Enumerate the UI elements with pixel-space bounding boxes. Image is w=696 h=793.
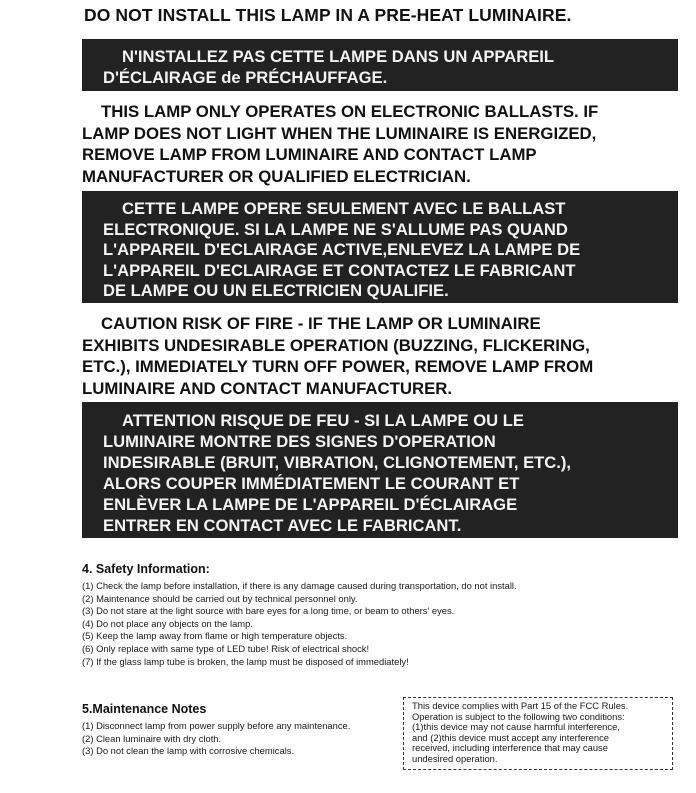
fcc-compliance-notice (403, 697, 673, 770)
fcc-line: and (2)this device must accept any interference (412, 731, 609, 743)
list-item: (2) Maintenance should be carried out by technical personnel only. (82, 592, 358, 604)
warning-line: LAMP DOES NOT LIGHT WHEN THE LUMINAIRE IS ENERGIZED, (82, 123, 597, 143)
list-item: (6) Only replace with same type of LED tube! Risk of electrical shock! (82, 642, 370, 654)
warning-line: ENLÈVER LA LAMPE DE L'APPAREIL D'ÉCLAIRAGE (103, 495, 518, 514)
warning-line: ATTENTION RISQUE DE FEU - SI LA LAMPE OU LE (122, 411, 524, 430)
french-fire-risk-warning-box (82, 402, 678, 538)
warning-line: MANUFACTURER OR QUALIFIED ELECTRICIAN. (82, 166, 471, 186)
warning-line: EXHIBITS UNDESIRABLE OPERATION (BUZZING, FLICKERING, (82, 335, 590, 355)
warning-line: LUMINAIRE AND CONTACT MANUFACTURER. (82, 378, 453, 398)
warning-line: DE LAMPE OU UN ELECTRICIEN QUALIFIE. (103, 281, 449, 301)
list-item: (1) Check the lamp before installation, if there is any damage caused during transportation, do not install. (82, 580, 517, 591)
warning-line: INDESIRABLE (BRUIT, VIBRATION, CLIGNOTEMENT, ETC.), (103, 453, 572, 472)
warning-line: ALORS COUPER IMMÉDIATEMENT LE COURANT ET (103, 474, 520, 493)
french-ballast-warning-box (82, 191, 678, 303)
fire-risk-warning (82, 313, 593, 399)
safety-information-list (82, 580, 517, 668)
maintenance-notes-heading: 5.Maintenance Notes (82, 702, 207, 716)
fcc-line: (1)this device may not cause harmful interference, (412, 721, 620, 732)
warning-line: THIS LAMP ONLY OPERATES ON ELECTRONIC BALLASTS. IF (101, 102, 599, 121)
warning-line: LUMINAIRE MONTRE DES SIGNES D'OPERATION (103, 432, 496, 451)
fcc-line: received, including interference that may cause (412, 742, 608, 753)
list-item: (2) Clean luminaire with dry cloth. (82, 732, 222, 744)
fcc-line: Operation is subject to the following two conditions: (412, 710, 625, 722)
warning-line: L'APPAREIL D'ECLAIRAGE ACTIVE,ENLEVEZ LA LAMPE DE (103, 240, 581, 260)
warning-line: CAUTION RISK OF FIRE - IF THE LAMP OR LUMINAIRE (101, 314, 541, 333)
maintenance-notes-list (82, 720, 350, 758)
safety-information-heading: 4. Safety Information: (82, 562, 210, 576)
electronic-ballast-warning (82, 101, 598, 187)
warning-line: CETTE LAMPE OPERE SEULEMENT AVEC LE BALLAST (122, 199, 566, 218)
fcc-line: undesired operation. (412, 752, 498, 764)
french-preheat-warning-box (82, 39, 678, 91)
warning-line: ETC.), IMMEDIATELY TURN OFF POWER, REMOVE LAMP FROM (82, 357, 594, 376)
list-item: (3) Do not stare at the light source with bare eyes for a long time, or beam to others' eyes. (82, 605, 455, 617)
list-item: (3) Do not clean the lamp with corrosive chemicals. (82, 745, 295, 757)
fcc-line: This device complies with Part 15 of the FCC Rules. (412, 700, 629, 711)
list-item: (1) Disconnect lamp from power supply before any maintenance. (82, 720, 351, 731)
warning-line: ELECTRONIQUE. SI LA LAMPE NE S'ALLUME PAS QUAND (103, 219, 568, 239)
list-item: (7) If the glass lamp tube is broken, the lamp must be disposed of immediately! (82, 655, 409, 667)
warning-line: ENTRER EN CONTACT AVEC LE FABRICANT. (103, 516, 462, 535)
list-item: (4) Do not place any objects on the lamp. (82, 617, 253, 629)
list-item: (5) Keep the lamp away from flame or high temperature objects. (82, 630, 348, 642)
warning-line: REMOVE LAMP FROM LUMINAIRE AND CONTACT LAMP (82, 145, 537, 164)
warning-line: D'ÉCLAIRAGE de PRÉCHAUFFAGE. (103, 68, 388, 87)
warning-line: N'INSTALLEZ PAS CETTE LAMPE DANS UN APPAREIL (122, 47, 555, 66)
warning-line: L'APPAREIL D'ECLAIRAGE ET CONTACTEZ LE FABRICANT (103, 260, 576, 280)
page-title: DO NOT INSTALL THIS LAMP IN A PRE-HEAT LUMINAIRE. (84, 5, 572, 25)
